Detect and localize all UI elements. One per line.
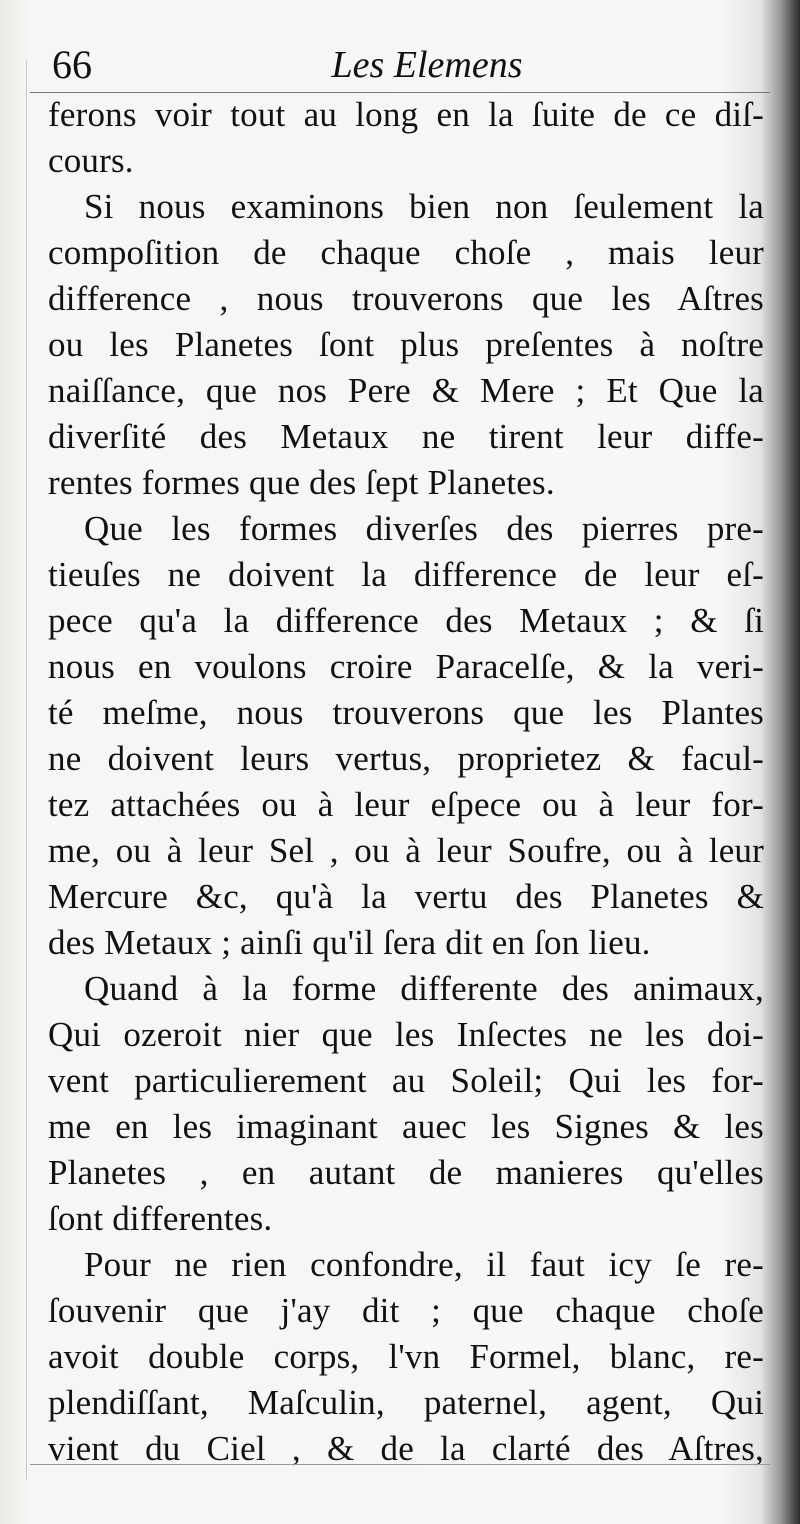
text-line: ou les Planetes ſont plus preſentes à noſtre: [48, 325, 764, 364]
text-line: ſont differentes.: [48, 1199, 273, 1238]
margin-line: [26, 60, 27, 1480]
running-title: Les Elemens: [331, 44, 523, 86]
text-line: difference , nous trouverons que les Aſtres: [48, 279, 764, 318]
text-line: me en les imaginant auec les Signes & les: [48, 1107, 764, 1146]
text-line: diverſité des Metaux ne tirent leur diffe-: [48, 417, 764, 456]
text-line: compoſition de chaque choſe , mais leur: [48, 233, 764, 272]
text-line: rentes formes que des ſept Planetes.: [48, 463, 555, 502]
text-line: pece qu'a la difference des Metaux ; & ſi: [48, 601, 764, 640]
text-line: ferons voir tout au long en la ſuite de ce diſ-: [48, 95, 764, 134]
text-line: ſouvenir que j'ay dit ; que chaque choſe: [48, 1291, 764, 1330]
page-number: 66: [52, 42, 92, 87]
footer-rule: [30, 1464, 770, 1465]
text-line: naiſſance, que nos Pere & Mere ; Et Que la: [48, 371, 764, 410]
text-line: té meſme, nous trouverons que les Plantes: [48, 693, 764, 732]
text-line: Mercure &c, qu'à la vertu des Planetes &: [48, 877, 764, 916]
text-line: cours.: [48, 141, 134, 180]
body-text: [48, 92, 764, 1472]
text-line: Planetes , en autant de manieres qu'elles: [48, 1153, 764, 1192]
text-line: tieuſes ne doivent la difference de leur eſ-: [48, 555, 764, 594]
text-line: Quand à la forme differente des animaux,: [84, 969, 764, 1008]
text-line: avoit double corps, l'vn Formel, blanc, re-: [48, 1337, 764, 1376]
text-line: Que les formes diverſes des pierres pre-: [84, 509, 764, 548]
text-line: ne doivent leurs vertus, proprietez & facul-: [48, 739, 764, 778]
text-line: nous en voulons croire Paracelſe, & la veri-: [48, 647, 764, 686]
text-line: Si nous examinons bien non ſeulement la: [84, 187, 764, 226]
text-line: Qui ozeroit nier que les Inſectes ne les doi-: [48, 1015, 764, 1054]
text-line: vient du Ciel , & de la clarté des Aſtres,: [48, 1429, 764, 1468]
text-line: plendiſſant, Maſculin, paternel, agent, Qui: [48, 1383, 764, 1422]
page-header: [52, 40, 742, 90]
text-line: Pour ne rien confondre, il faut icy ſe re-: [84, 1245, 764, 1284]
text-line: vent particulierement au Soleil; Qui les for-: [48, 1061, 764, 1100]
text-line: des Metaux ; ainſi qu'il ſera dit en ſon lieu.: [48, 923, 651, 962]
text-line: me, ou à leur Sel , ou à leur Soufre, ou à leur: [48, 831, 764, 870]
text-line: tez attachées ou à leur eſpece ou à leur for-: [48, 785, 764, 824]
